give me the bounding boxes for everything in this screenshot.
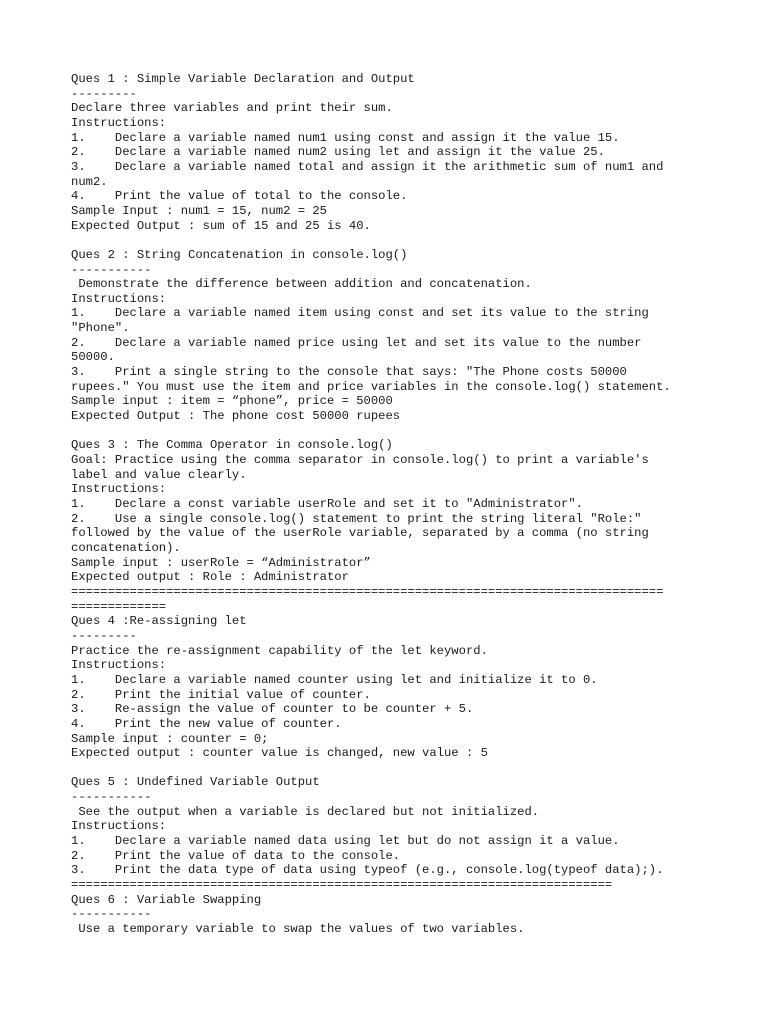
instructions-label: Instructions: xyxy=(71,291,167,306)
sample-input-line: Sample Input : num1 = 15, num2 = 25 xyxy=(71,203,327,218)
instructions-label: Instructions: xyxy=(71,658,167,673)
instruction-step: 1. Declare a variable named counter using let and initialize it to 0. xyxy=(71,672,598,687)
question-heading: Ques 2 : String Concatenation in console.log() xyxy=(71,247,408,262)
expected-output-line: Expected Output : The phone cost 50000 rupees xyxy=(71,409,401,424)
question-heading: Ques 1 : Simple Variable Declaration and Output xyxy=(71,72,415,86)
instruction-step: 1. Declare a variable named item using const and set its value to the string xyxy=(71,306,649,321)
sample-input-line: Sample input : item = “phone”, price = 50000 xyxy=(71,394,393,409)
blank-line xyxy=(71,233,711,248)
text-line: Practice the re-assignment capability of the let keyword. xyxy=(71,643,488,658)
text-line: "Phone". xyxy=(71,321,130,336)
text-line: followed by the value of the userRole variable, separated by a comma (no string xyxy=(71,526,649,541)
question-heading: Ques 4 :Re-assigning let xyxy=(71,614,247,629)
instruction-step: 2. Declare a variable named price using let and set its value to the number xyxy=(71,335,642,350)
expected-output-line: Expected output : Role : Administrator xyxy=(71,570,349,585)
instruction-step: 2. Print the initial value of counter. xyxy=(71,687,371,702)
document-body xyxy=(71,72,711,937)
dash-separator: --------- xyxy=(71,86,137,101)
equals-separator: ============= xyxy=(71,599,167,614)
equals-separator: ================================================================================= xyxy=(71,584,664,599)
instruction-step: 3. Declare a variable named total and assign it the arithmetic sum of num1 and xyxy=(71,159,664,174)
text-line: concatenation). xyxy=(71,540,181,555)
sample-input-line: Sample input : userRole = “Administrator” xyxy=(71,555,371,570)
instruction-step: 4. Print the value of total to the console. xyxy=(71,189,408,204)
instruction-step: 2. Print the value of data to the console. xyxy=(71,848,401,863)
dash-separator: ----------- xyxy=(71,907,152,922)
text-line: See the output when a variable is declared but not initialized. xyxy=(71,804,540,819)
text-line: Goal: Practice using the comma separator in console.log() to print a variable's xyxy=(71,453,649,468)
question-heading: Ques 3 : The Comma Operator in console.log() xyxy=(71,438,393,453)
question-heading: Ques 5 : Undefined Variable Output xyxy=(71,775,320,790)
instructions-label: Instructions: xyxy=(71,115,167,130)
instruction-step: 3. Print a single string to the console that says: "The Phone costs 50000 xyxy=(71,365,627,380)
instruction-step: 2. Declare a variable named num2 using let and assign it the value 25. xyxy=(71,145,605,160)
dash-separator: --------- xyxy=(71,628,137,643)
dash-separator: ----------- xyxy=(71,262,152,277)
text-line: Demonstrate the difference between addition and concatenation. xyxy=(71,277,532,292)
blank-line xyxy=(71,761,711,776)
instruction-step: 3. Print the data type of data using typeof (e.g., console.log(typeof data);). xyxy=(71,863,664,878)
text-line: label and value clearly. xyxy=(71,467,247,482)
instruction-step: 2. Use a single console.log() statement to print the string literal "Role:" xyxy=(71,511,642,526)
instructions-label: Instructions: xyxy=(71,819,167,834)
expected-output-line: Expected output : counter value is changed, new value : 5 xyxy=(71,746,488,761)
blank-line xyxy=(71,424,711,439)
dash-separator: ----------- xyxy=(71,790,152,805)
expected-output-line: Expected Output : sum of 15 and 25 is 40. xyxy=(71,218,371,233)
equals-separator: ========================================================================== xyxy=(71,878,613,893)
text-line: Declare three variables and print their sum. xyxy=(71,101,393,116)
text-line: rupees." You must use the item and price variables in the console.log() statement. xyxy=(71,379,671,394)
question-heading: Ques 6 : Variable Swapping xyxy=(71,892,262,907)
text-line: 50000. xyxy=(71,350,115,365)
sample-input-line: Sample input : counter = 0; xyxy=(71,731,269,746)
instruction-step: 1. Declare a variable named num1 using const and assign it the value 15. xyxy=(71,130,620,145)
instruction-step: 1. Declare a const variable userRole and set it to "Administrator". xyxy=(71,497,583,511)
text-line: Use a temporary variable to swap the values of two variables. xyxy=(71,922,525,937)
instruction-step: 1. Declare a variable named data using let but do not assign it a value. xyxy=(71,834,620,849)
instruction-step: 4. Print the new value of counter. xyxy=(71,716,342,731)
text-line: num2. xyxy=(71,174,108,189)
instruction-step: 3. Re-assign the value of counter to be counter + 5. xyxy=(71,702,474,717)
instructions-label: Instructions: xyxy=(71,482,167,497)
